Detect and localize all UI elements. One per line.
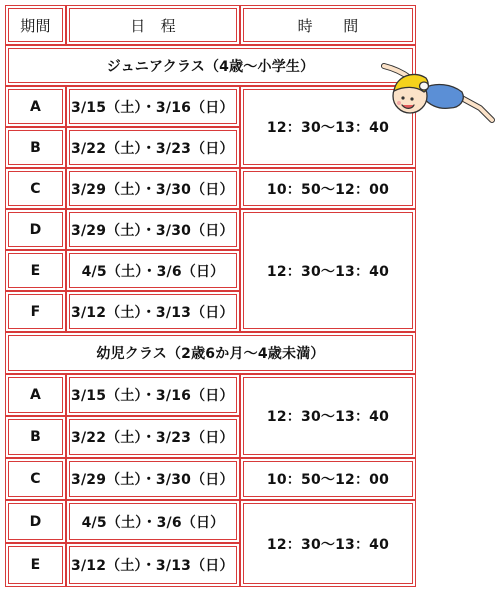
swimming-child-icon (380, 58, 498, 130)
period-id: B (5, 416, 66, 458)
period-id: A (5, 86, 66, 127)
period-id: F (5, 291, 66, 332)
header-time: 時 間 (240, 5, 416, 45)
time-slot: 10：50～12：00 (240, 458, 416, 500)
time-slot: 10：50～12：00 (240, 168, 416, 209)
period-id: D (5, 500, 66, 543)
schedule-dates: 3/15（土）・3/16（日） (66, 374, 240, 416)
period-id: B (5, 127, 66, 168)
period-id: C (5, 168, 66, 209)
period-id: A (5, 374, 66, 416)
time-slot: 12：30～13：40 (240, 86, 416, 168)
schedule-dates: 3/15（土）・3/16（日） (66, 86, 240, 127)
schedule-dates: 3/22（土）・3/23（日） (66, 416, 240, 458)
period-id: C (5, 458, 66, 500)
header-period: 期間 (5, 5, 66, 45)
header-schedule: 日 程 (66, 5, 240, 45)
period-id: E (5, 250, 66, 291)
section-title-infant: 幼児クラス（2歳6か月～4歳未満） (5, 332, 416, 374)
schedule-dates: 4/5（土）・3/6（日） (66, 250, 240, 291)
period-id: D (5, 209, 66, 250)
schedule-dates: 3/29（土）・3/30（日） (66, 458, 240, 500)
schedule-dates: 3/22（土）・3/23（日） (66, 127, 240, 168)
schedule-dates: 3/29（土）・3/30（日） (66, 168, 240, 209)
time-slot: 12：30～13：40 (240, 500, 416, 587)
period-id: E (5, 543, 66, 587)
section-title-junior: ジュニアクラス（4歳～小学生） (5, 45, 416, 86)
time-slot: 12：30～13：40 (240, 374, 416, 458)
schedule-dates: 3/12（土）・3/13（日） (66, 291, 240, 332)
schedule-dates: 3/29（土）・3/30（日） (66, 209, 240, 250)
time-slot: 12：30～13：40 (240, 209, 416, 332)
schedule-dates: 3/12（土）・3/13（日） (66, 543, 240, 587)
schedule-dates: 4/5（土）・3/6（日） (66, 500, 240, 543)
